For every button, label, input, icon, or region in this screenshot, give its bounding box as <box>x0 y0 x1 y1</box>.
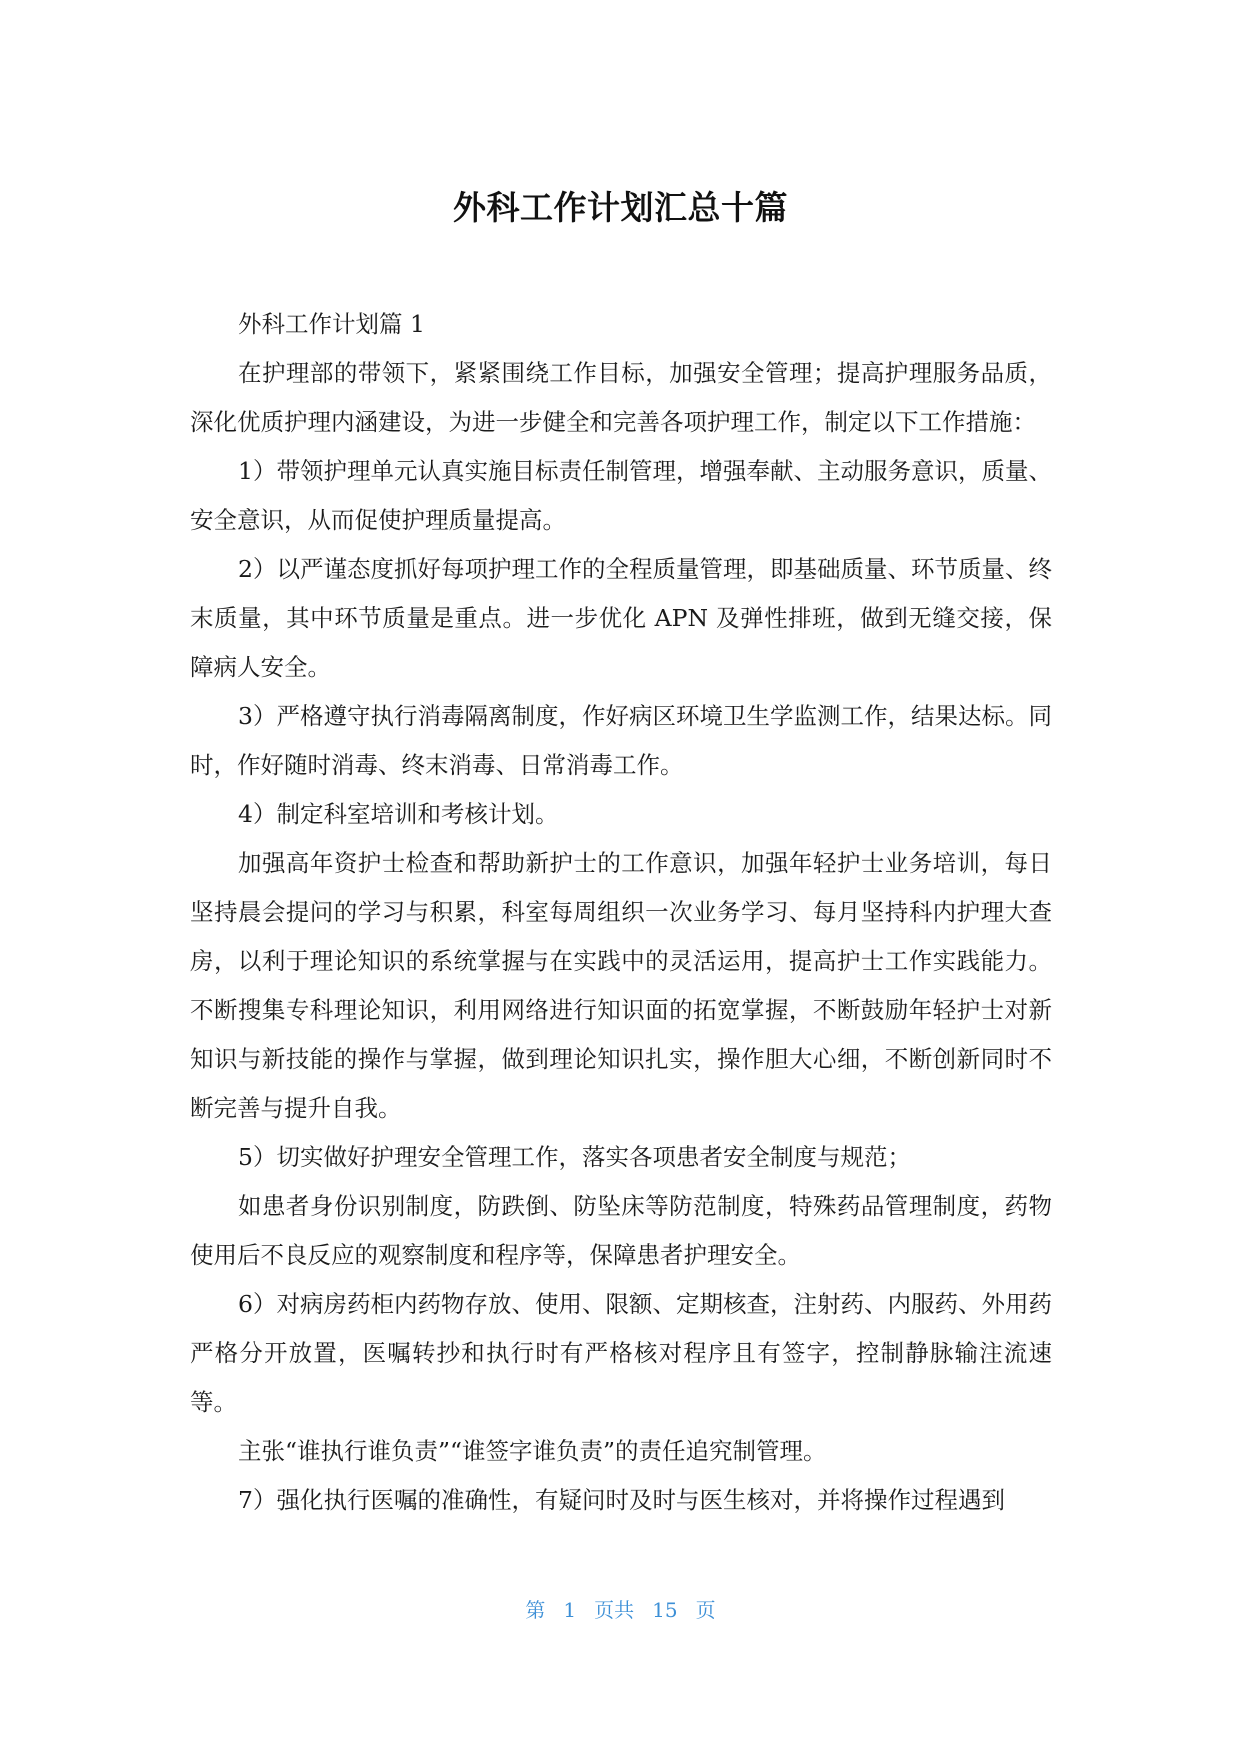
footer-page-end: 页 <box>695 1598 716 1622</box>
paragraph-intro: 在护理部的带领下，紧紧围绕工作目标，加强安全管理；提高护理服务品质，深化优质护理内涵建设，为进一步健全和完善各项护理工作，制定以下工作措施： <box>190 359 1052 436</box>
paragraph-item-1: 1）带领护理单元认真实施目标责任制管理，增强奉献、主动服务意识，质量、安全意识，从而促使护理质量提高。 <box>190 457 1052 534</box>
paragraph-item-6: 6）对病房药柜内药物存放、使用、限额、定期核查，注射药、内服药、外用药严格分开放置，医嘱转抄和执行时有严格核对程序且有签字，控制静脉输注流速等。 <box>190 1290 1052 1416</box>
document-body <box>190 300 1052 1525</box>
paragraph-item-5: 5）切实做好护理安全管理工作，落实各项患者安全制度与规范； <box>238 1143 911 1171</box>
page-footer <box>0 1596 1241 1624</box>
paragraph-item-4: 4）制定科室培训和考核计划。 <box>238 800 559 828</box>
paragraph-safety: 如患者身份识别制度，防跌倒、防坠床等防范制度，特殊药品管理制度，药物使用后不良反应的观察制度和程序等，保障患者护理安全。 <box>190 1192 1052 1269</box>
footer-page-number: 1 <box>563 1598 577 1622</box>
paragraph-training: 加强高年资护士检查和帮助新护士的工作意识，加强年轻护士业务培训，每日坚持晨会提问的学习与积累，科室每周组织一次业务学习、每月坚持科内护理大查房，以利于理论知识的系统掌握与在实践中的灵活运用，提高护士工作实践能力。不断搜集专科理论知识，利用网络进行知识面的拓宽掌握，不断鼓励年轻护士对新知识与新技能的操作与掌握，做到理论知识扎实，操作胆大心细，不断创新同时不断完善与提升自我。 <box>190 849 1052 1122</box>
paragraph-responsibility: 主张“谁执行谁负责”“谁签字谁负责”的责任追究制管理。 <box>238 1437 827 1465</box>
footer-page-mid: 页共 <box>594 1598 635 1622</box>
paragraph-item-7: 7）强化执行医嘱的准确性，有疑问时及时与医生核对，并将操作过程遇到 <box>238 1486 1005 1514</box>
document-title: 外科工作计划汇总十篇 <box>453 188 788 227</box>
paragraph-item-3: 3）严格遵守执行消毒隔离制度，作好病区环境卫生学监测工作，结果达标。同时，作好随时消毒、终末消毒、日常消毒工作。 <box>190 702 1052 779</box>
section-heading: 外科工作计划篇 1 <box>238 310 425 338</box>
footer-total-pages: 15 <box>652 1598 678 1622</box>
paragraph-item-2: 2）以严谨态度抓好每项护理工作的全程质量管理，即基础质量、环节质量、终末质量，其中环节质量是重点。进一步优化 APN 及弹性排班，做到无缝交接，保障病人安全。 <box>190 555 1052 681</box>
footer-page-label: 第 <box>525 1598 546 1622</box>
